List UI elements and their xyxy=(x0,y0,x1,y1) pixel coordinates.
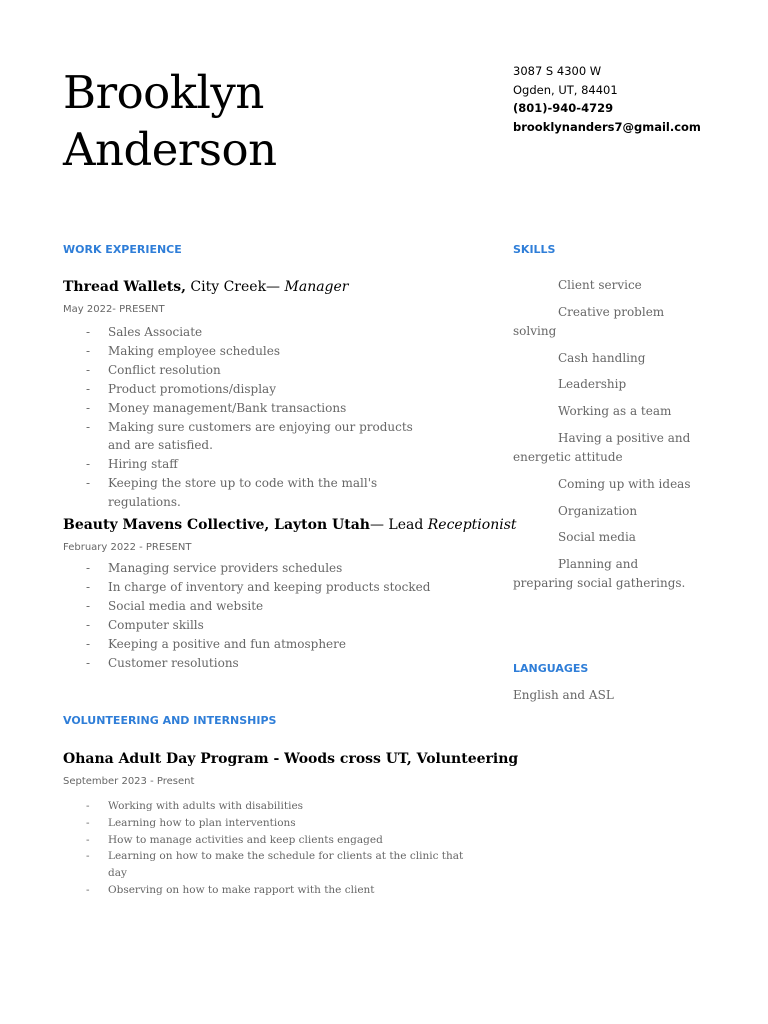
skill-item: Creative problem solving xyxy=(513,304,665,338)
name-first: Brooklyn xyxy=(63,66,264,119)
languages-value: English and ASL xyxy=(513,688,614,702)
contact-block xyxy=(513,62,701,136)
address-line-2: Ogden, UT, 84401 xyxy=(513,82,618,97)
job-2-bullets xyxy=(63,559,433,672)
list-item: - How to manage activities and keep clients engaged xyxy=(63,832,483,849)
email-address: brooklynanders7@gmail.com xyxy=(513,119,701,134)
job-location: City Creek— xyxy=(185,279,285,295)
list-item: - Keeping a positive and fun atmosphere xyxy=(63,635,433,654)
languages-heading: LANGUAGES xyxy=(513,662,589,675)
job-org: Beauty Mavens Collective, Layton Utah xyxy=(63,517,370,533)
job-1-bullets xyxy=(63,323,433,512)
volunteer-bullets xyxy=(63,798,483,899)
volunteer-date: September 2023 - Present xyxy=(63,776,195,787)
list-item: - Learning how to plan interventions xyxy=(63,815,483,832)
skill-item: Leadership xyxy=(558,377,627,392)
list-item: - Hiring staff xyxy=(63,455,433,474)
job-date-1: May 2022- PRESENT xyxy=(63,304,165,315)
skill-item: Coming up with ideas xyxy=(558,476,691,491)
skill-item: Client service xyxy=(558,278,642,292)
list-item: - Learning on how to make the schedule for clients at the clinic that day xyxy=(63,848,483,882)
list-item: - Making sure customers are enjoying our products and are satisfied. xyxy=(63,418,433,456)
candidate-name xyxy=(63,64,277,178)
name-last: Anderson xyxy=(63,123,277,176)
skill-item: Working as a team xyxy=(558,404,672,419)
skill-item: Organization xyxy=(558,503,638,518)
job-role: Receptionist xyxy=(427,517,517,533)
skill-item: Planning and preparing social gatherings. xyxy=(513,557,686,591)
skill-item: Social media xyxy=(558,530,636,545)
volunteering-heading: VOLUNTEERING AND INTERNSHIPS xyxy=(63,714,277,727)
list-item: - In charge of inventory and keeping products stocked xyxy=(63,578,433,597)
list-item: - Customer resolutions xyxy=(63,654,433,673)
skill-item: Cash handling xyxy=(558,350,646,365)
volunteer-title: Ohana Adult Day Program - Woods cross UT, Volunteering xyxy=(63,751,519,767)
list-item: - Money management/Bank transactions xyxy=(63,399,433,418)
skills-list xyxy=(513,276,693,601)
work-experience-heading: WORK EXPERIENCE xyxy=(63,243,182,256)
job-title-2 xyxy=(63,517,517,533)
skills-heading: SKILLS xyxy=(513,243,556,256)
job-title-1 xyxy=(63,279,349,295)
list-item: - Observing on how to make rapport with the client xyxy=(63,882,483,899)
list-item: - Computer skills xyxy=(63,616,433,635)
skill-item: Having a positive and energetic attitude xyxy=(513,430,691,464)
list-item: - Managing service providers schedules xyxy=(63,559,433,578)
job-location: — Lead xyxy=(369,517,428,533)
list-item: - Product promotions/display xyxy=(63,380,433,399)
job-date-2: February 2022 - PRESENT xyxy=(63,542,192,553)
job-role: Manager xyxy=(284,279,349,295)
job-org: Thread Wallets, xyxy=(63,279,186,295)
list-item: - Sales Associate xyxy=(63,323,433,342)
list-item: - Working with adults with disabilities xyxy=(63,798,483,815)
list-item: - Keeping the store up to code with the mall's regulations. xyxy=(63,474,433,512)
list-item: - Conflict resolution xyxy=(63,361,433,380)
list-item: - Social media and website xyxy=(63,597,433,616)
list-item: - Making employee schedules xyxy=(63,342,433,361)
phone-number: (801)-940-4729 xyxy=(513,101,614,115)
address-line-1: 3087 S 4300 W xyxy=(513,64,602,78)
